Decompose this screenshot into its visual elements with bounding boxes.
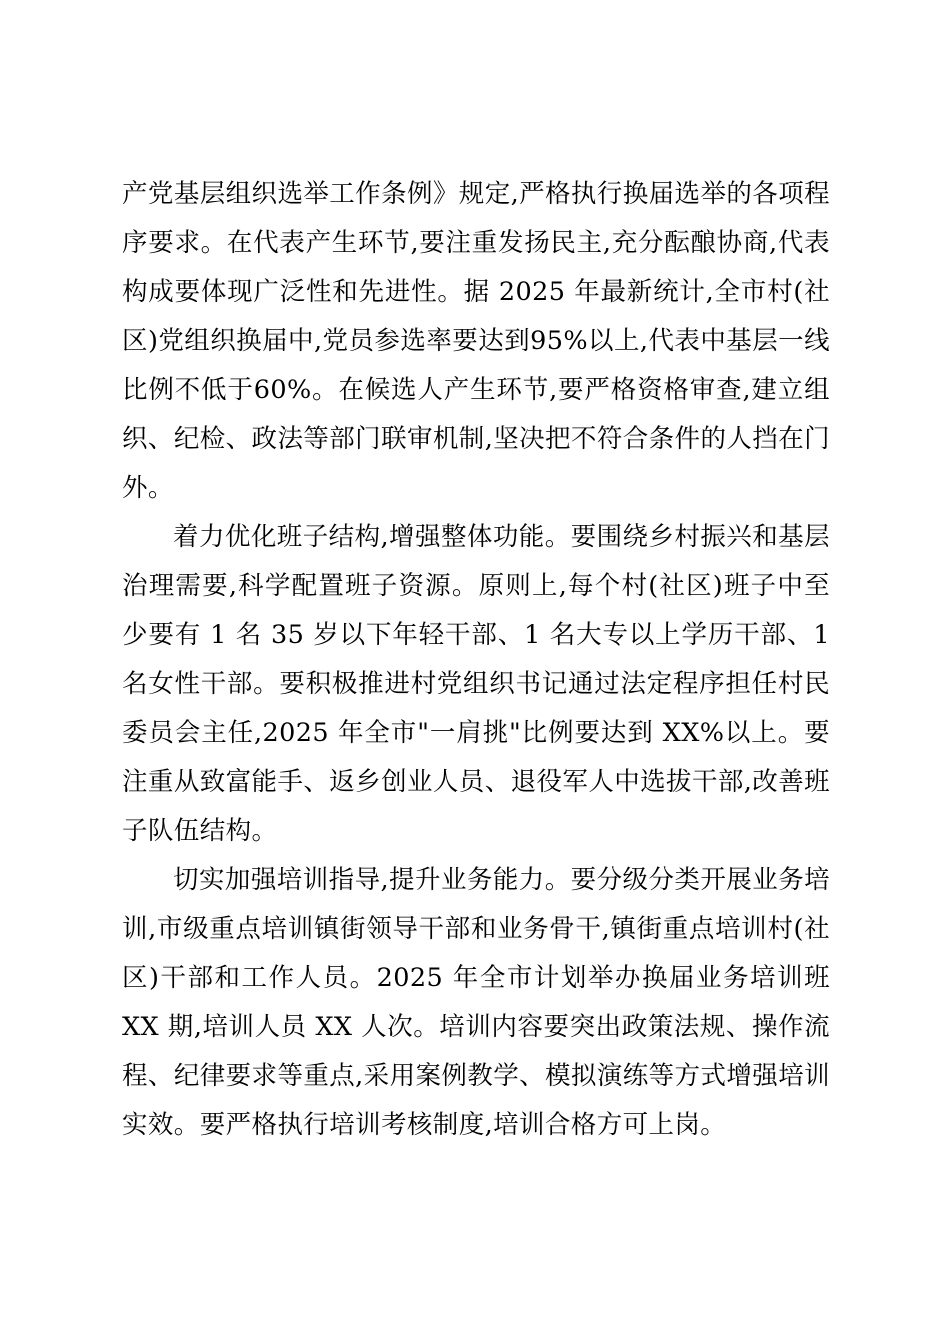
paragraph-3: 切实加强培训指导,提升业务能力。要分级分类开展业务培训,市级重点培训镇街领导干部和业务骨干,镇街重点培训村(社区)干部和工作人员。2025 年全市计划举办换届业务培训班 XX 期,培训人员 XX 人次。培训内容要突出政策法规、操作流程、纪律要求等重点,采用案例教学、模拟演练等方式增强培训实效。要严格执行培训考核制度,培训合格方可上岗。 xyxy=(122,865,830,1140)
paragraph-1: 产党基层组织选举工作条例》规定,严格执行换届选举的各项程序要求。在代表产生环节,要注重发扬民主,充分酝酿协商,代表构成要体现广泛性和先进性。据 2025 年最新统计,全市村(社区)党组织换届中,党员参选率要达到95%以上,代表中基层一线比例不低于60%。在候选人产生环节,要严格资格审查,建立组织、纪检、政法等部门联审机制,坚决把不符合条件的人挡在门外。 xyxy=(122,179,830,503)
paragraph-2: 着力优化班子结构,增强整体功能。要围绕乡村振兴和基层治理需要,科学配置班子资源。原则上,每个村(社区)班子中至少要有 1 名 35 岁以下年轻干部、1 名大专以上学历干部、1 名女性干部。要积极推进村党组织书记通过法定程序担任村民委员会主任,2025 年全市"一肩挑"比例要达到 XX%以上。要注重从致富能手、返乡创业人员、退役军人中选拔干部,改善班子队伍结构。 xyxy=(122,522,830,846)
document-body xyxy=(122,170,830,1150)
